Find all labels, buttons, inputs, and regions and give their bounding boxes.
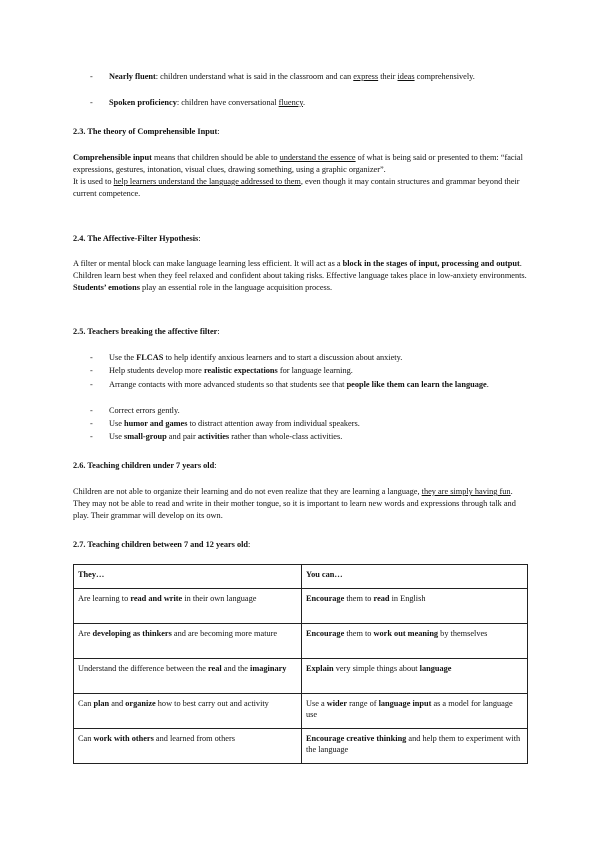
paragraph-comprehensible-input: Comprehensible input means that children should be able to understand the essence of what is being said or presented to them: “facial expressions, gestures, intonation, visual clues, drawing something, using a graphic organizer”. It is used to help learners understand the language addressed to them, even though it may contain structures and grammar beyond their current competence. [73,153,523,198]
comparison-table [73,564,528,764]
paragraph-under-7: Children are not able to organize their learning and do not even realize that they are learning a language, they are simply having fun. They may not be able to read and write in their mother tongue, so it is important to learn new words and expressions through talk and play. Their grammar will develop on its own. [73,487,516,520]
table-row: Understand the difference between the real and the imaginary Explain very simple things about language [74,659,528,694]
heading-2-7: 2.7. Teaching children between 7 and 12 years old: [73,540,251,549]
table-header-row [74,565,528,589]
table-row: Can plan and organize how to best carry out and activity Use a wider range of language input as a model for language use [74,694,528,729]
heading-2-3: 2.3. The theory of Comprehensible Input: [73,127,220,136]
paragraph-affective-filter: A filter or mental block can make language learning less efficient. It will act as a block in the stages of input, processing and output. Children learn best when they feel relaxed and confident about taking risks. Effective language takes place in low-anxiety environments. Students’ emotions play an essential role in the language acquisition process. [73,259,527,292]
table-row: Are learning to read and write in their own language Encourage them to read in English [74,589,528,624]
table-row: Can work with others and learned from others Encourage creative thinking and help them to experiment with the language [74,729,528,764]
table-row: Are developing as thinkers and are becoming more mature Encourage them to work out meaning by themselves [74,624,528,659]
heading-2-6: 2.6. Teaching children under 7 years old: [73,461,217,470]
header-they: They… [78,570,105,579]
document-page: - Nearly fluent: children understand what is said in the classroom and can express their ideas comprehensively. - Spoken proficiency: children have conversational fluency. 2.3. The theory of Comprehensible Input: Comprehensible input means that children should be able to understand the essence of what is being said or presented to them: “facial expressions, gestures, intonation, visual clues, drawing something, using a graphic organizer”. It is used to help learners understand the language addressed to them, even though it may contain structures and grammar beyond their current competence. 2.4. The Affective-Filter Hypothesis: A filter or mental block can make language learning less efficient. It will act as a block in the stages of input, processing and output. Children learn best when they feel relaxed and confident about taking risks. Effective language takes place in low-anxiety environments. Students’ emotions play an essential role in the language acquisition process. 2.5. Teachers breaking the affective filter: - Use the FLCAS to help identify anxious learners and to start a discussion about anxiety. - Help students develop more realistic expectations for language learning. - Arrange contacts with more advanced students so that students see that people like them can learn the language. - Correct errors gently. - Use humor and games to distract attention away from individual speakers. - Use small-group and pair activities rather than whole-class activities. 2.6. Teaching children under 7 years old: Children are not able to organize their learning and do not even realize that they are learning a language, they are simply having fun. They may not be able to read and write in their mother tongue, so it is important to learn new words and expressions through talk and play. Their grammar will develop on its own. 2.7. Teaching children between 7 and 12 years old: They… You can… Are learning to read and write in their own language Encourage them to read in English Are developing as thinkers and are becoming more mature Encourage them to work out meaning by themselves Understand the difference between the real and the imaginary Explain very simple things about language Can plan and organize how to best carry out and activity Use a wider range of language input as a model for language use Can work with others and learned from others Encourage creative thinking and help them to experiment with the language [0,0,600,848]
heading-2-5: 2.5. Teachers breaking the affective filter: [73,327,220,336]
term-spoken-proficiency: Spoken proficiency [109,98,177,107]
term-nearly-fluent: Nearly fluent [109,72,156,81]
heading-2-4: 2.4. The Affective-Filter Hypothesis: [73,234,201,243]
header-you-can: You can… [306,570,343,579]
